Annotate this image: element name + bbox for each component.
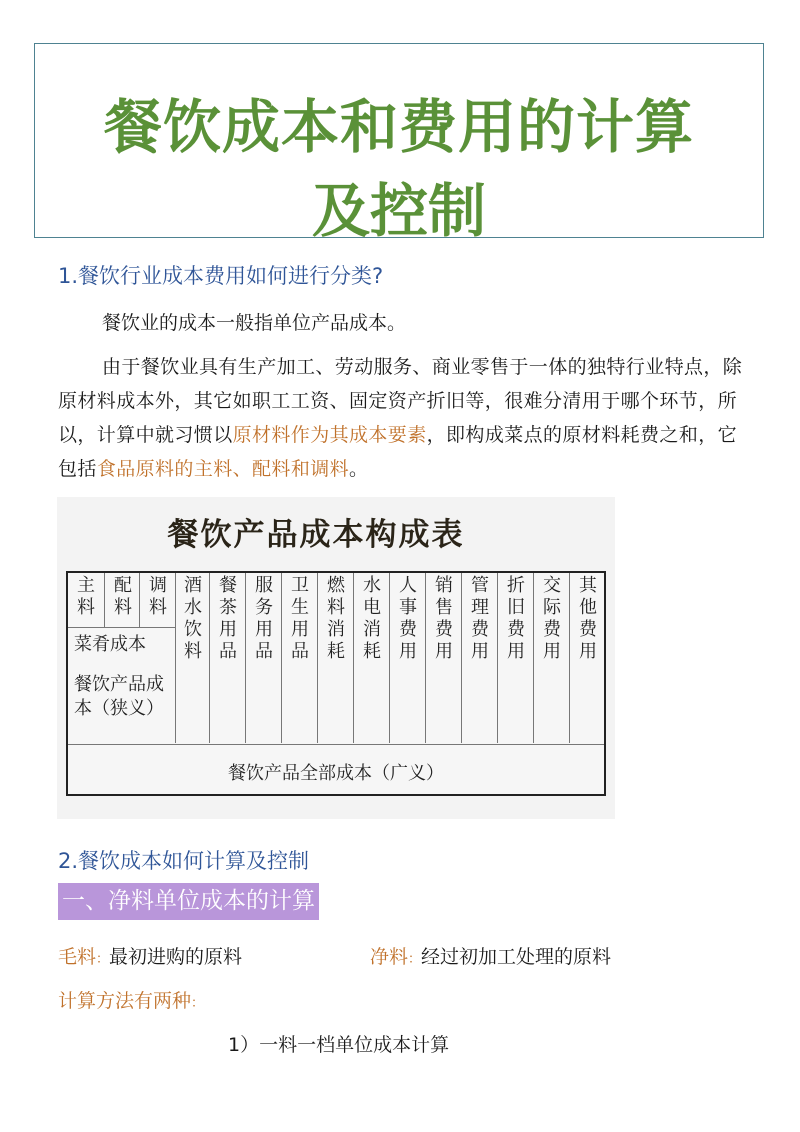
gross-material-text: 最初进购的原料 [109, 946, 243, 968]
net-material-definition: 净料：经过初加工处理的原料 [370, 946, 612, 968]
dish-cost-label: 菜肴成本 [74, 634, 146, 655]
ingredient-divider [68, 627, 175, 628]
para2-highlight-b: 食品原料的主料、配料和调料 [96, 458, 350, 480]
net-material-label: 净料 [370, 946, 409, 968]
total-cost-label: 餐饮产品全部成本（广义） [228, 763, 444, 784]
document-title-line2: 及控制 [311, 177, 486, 245]
cost-table-title: 餐饮产品成本构成表 [167, 517, 465, 553]
expense-col-hygiene-supplies: 卫生用品 [281, 573, 317, 743]
para2-highlight-a: 原材料作为其成本要素 [232, 424, 427, 446]
section2-subheading: 一、净料单位成本的计算 [58, 883, 319, 920]
para2-text-c: 。 [349, 458, 369, 480]
ingredient-col-seasoning: 调料 [139, 573, 175, 627]
section2-heading: 2.餐饮成本如何计算及控制 [58, 849, 310, 873]
cost-table [66, 571, 606, 796]
document-title-line1: 餐饮成本和费用的计算 [103, 93, 694, 161]
net-material-text: 经过初加工处理的原料 [421, 946, 612, 968]
expense-col-management: 管理费用 [461, 573, 497, 743]
expense-col-service-supplies: 服务用品 [245, 573, 281, 743]
section1-paragraph1: 餐饮业的成本一般指单位产品成本。 [102, 312, 407, 334]
section1-paragraph2 [58, 350, 748, 486]
section1-heading: 1.餐饮行业成本费用如何进行分类? [58, 264, 384, 288]
para2-text-b: ，即构成菜点的原材料耗费之和，它包括 [58, 424, 738, 480]
document-title-box [34, 43, 764, 245]
ingredient-col-side: 配料 [104, 573, 139, 627]
expense-col-tableware: 餐茶用品 [209, 573, 245, 743]
narrow-cost-label: 餐饮产品成本（狭义） [74, 674, 164, 719]
cost-table-figure [57, 497, 615, 819]
expense-col-personnel: 人事费用 [389, 573, 425, 743]
expense-col-utilities: 水电消耗 [353, 573, 389, 743]
gross-material-label: 毛料 [58, 946, 97, 968]
expense-col-entertainment: 交际费用 [533, 573, 569, 743]
expense-col-other: 其他费用 [569, 573, 604, 743]
expense-col-depreciation: 折旧费用 [497, 573, 533, 743]
calc-methods-label: 计算方法有两种： [58, 990, 205, 1012]
gross-material-definition: 毛料：最初进购的原料 [58, 946, 243, 968]
expense-col-beverage: 酒水饮料 [175, 573, 209, 743]
expense-col-sales: 销售费用 [425, 573, 461, 743]
total-cost-row [68, 744, 604, 795]
para2-text-a: 由于餐饮业具有生产加工、劳动服务、商业零售于一体的独特行业特点，除原材料成本外，其它如职工工资、固定资产折旧等，很难分清用于哪个环节，所以，计算中就习惯以 [58, 356, 743, 446]
expense-col-fuel: 燃料消耗 [317, 573, 353, 743]
method-1: 1）一料一档单位成本计算 [228, 1034, 450, 1056]
ingredient-col-main: 主料 [77, 575, 95, 618]
